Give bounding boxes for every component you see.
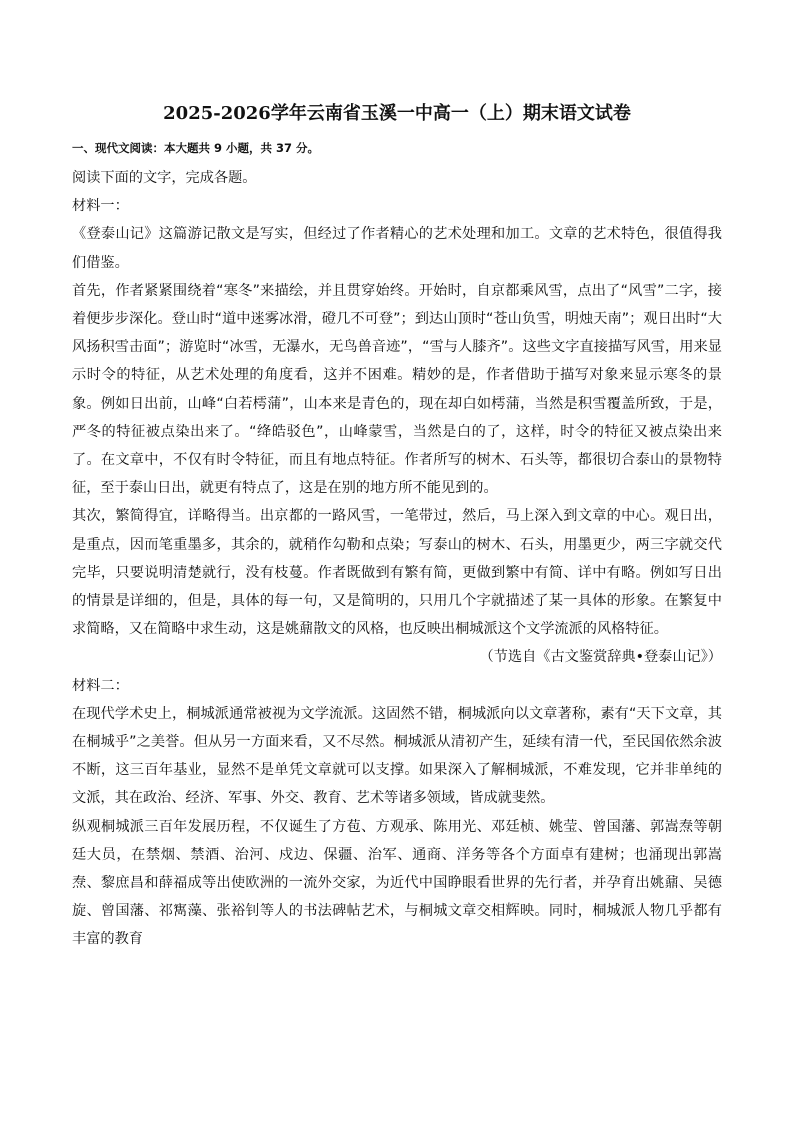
material1-paragraph: 首先，作者紧紧围绕着“寒冬”来描绘，并且贯穿始终。开始时，自京都乘风雪，点出了“风雪”二字，接着便步步深化。登山时“道中迷雾冰滑，磴几不可登”；到达山顶时“苍山负雪，明烛天南”；观日出时“大风扬积雪击面”；游览时“冰雪，无瀑水，无鸟兽音迹”，“雪与人膝齐”。这些文字直接描写风雪，用来显示时令的特征，从艺术处理的角度看，这并不困难。精妙的是，作者借助于描写对象来显示寒冬的景象。例如日出前，山峰“白若樗蒲”，山本来是青色的，现在却白如樗蒲，当然是积雪覆盖所致，于是，严冬的特征被点染出来了。“绛皓驳色”，山峰蒙雪，当然是白的了，这样，时令的特征又被点染出来了。在文章中，不仅有时令特征，而且有地点特征。作者所写的树木、石头等，都很切合泰山的景物特征，至于泰山日出，就更有特点了，这是在别的地方所不能见到的。: [72, 282, 722, 497]
exam-page: [72, 100, 722, 954]
material2-label: 材料二：: [72, 677, 129, 694]
instruction-text: 阅读下面的文字，完成各题。: [72, 170, 257, 186]
document-title: 2025-2026学年云南省玉溪一中高一（上）期末语文试卷: [163, 103, 631, 124]
material1-source: （节选自《古文鉴赏辞典•登泰山记》）: [479, 649, 722, 666]
material1-paragraph: 其次，繁简得宜，详略得当。出京都的一路风雪，一笔带过，然后，马上深入到文章的中心。观日出，是重点，因而笔重墨多，其余的，就稍作勾勒和点染；写泰山的树木、石头，用墨更少，两三字就交代完毕，只要说明清楚就行，没有枝蔓。作者既做到有繁有简，更做到繁中有简、详中有略。例如写日出的情景是详细的，但是，具体的每一句，又是简明的，只用几个字就描述了某一具体的形象。在繁复中求简略，又在简略中求生动，这是姚鼐散文的风格，也反映出桐城派这个文学流派的风格特征。: [72, 508, 722, 638]
material2-paragraph: 在现代学术史上，桐城派通常被视为文学流派。这固然不错，桐城派向以文章著称，素有“天下文章，其在桐城乎”之美誉。但从另一方面来看，又不尽然。桐城派从清初产生，延续有清一代，至民国依然余波不断，这三百年基业，显然不是单凭文章就可以支撑。如果深入了解桐城派，不难发现，它并非单纯的文派，其在政治、经济、军事、外交、教育、艺术等诸多领域，皆成就斐然。: [72, 705, 722, 807]
material2-paragraph: 纵观桐城派三百年发展历程，不仅诞生了方苞、方观承、陈用光、邓廷桢、姚莹、曾国藩、郭嵩焘等朝廷大员，在禁烟、禁酒、治河、戍边、保疆、治军、通商、洋务等各个方面卓有建树；也涌现出郭嵩焘、黎庶昌和薛福成等出使欧洲的一流外交家，为近代中国睁眼看世界的先行者，并孕育出姚鼐、吴德旋、曾国藩、祁寯藻、张裕钊等人的书法碑帖艺术，与桐城文章交相辉映。同时，桐城派人物几乎都有丰富的教育: [72, 818, 722, 948]
material1-label: 材料一：: [72, 198, 129, 215]
material1-paragraph: 《登泰山记》这篇游记散文是写实，但经过了作者精心的艺术处理和加工。文章的艺术特色，很值得我们借鉴。: [72, 226, 722, 271]
section-heading: 一、现代文阅读：本大题共 9 小题，共 37 分。: [72, 141, 320, 155]
